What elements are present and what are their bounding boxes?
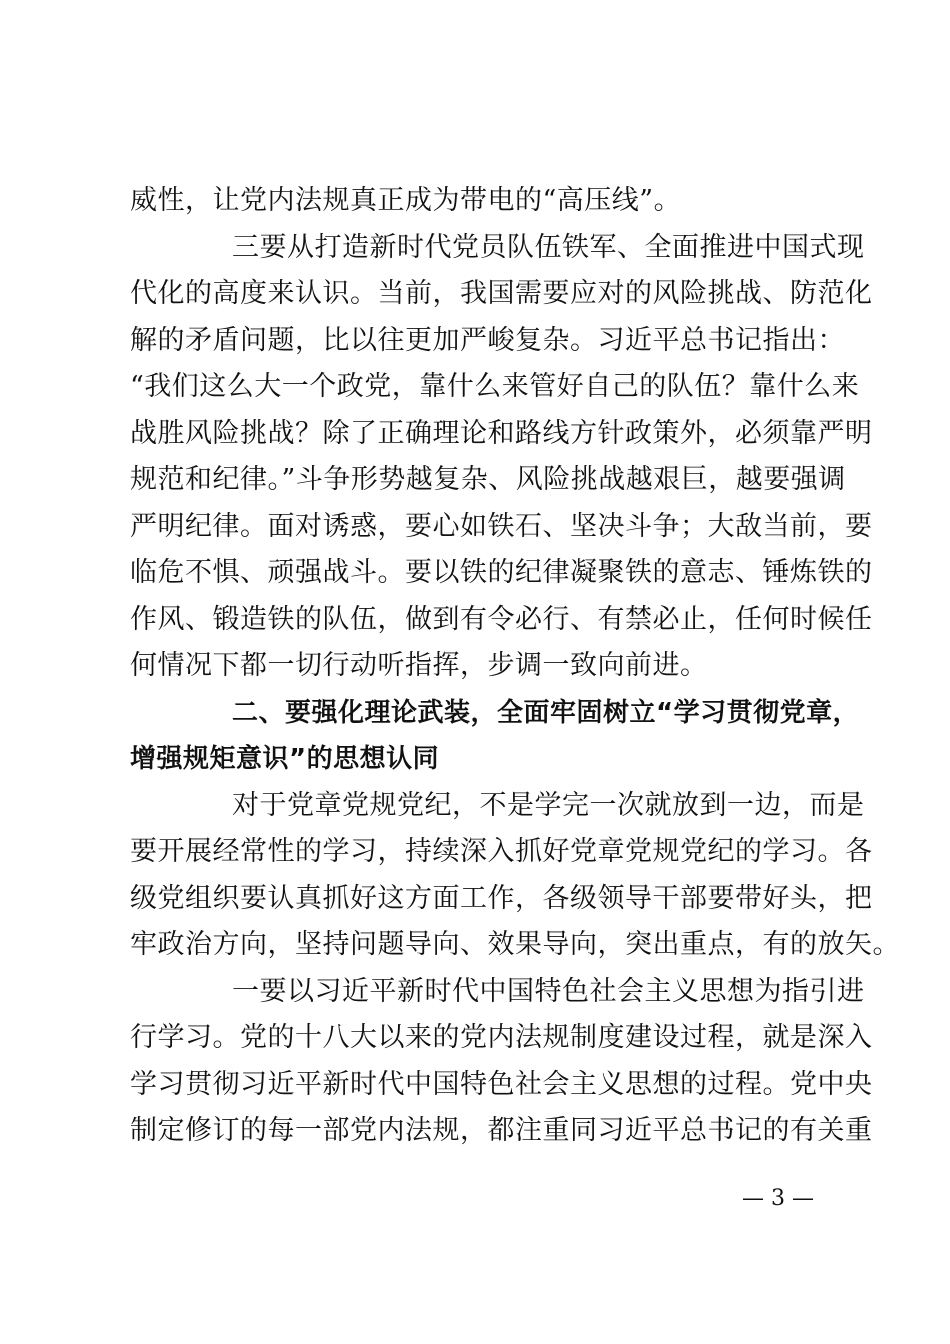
- text-line: 牢政治方向，坚持问题导向、效果导向，突出重点，有的放矢。: [130, 929, 900, 960]
- document-page: [130, 178, 900, 1155]
- text-line: 一要以习近平新时代中国特色社会主义思想为指引进: [232, 975, 865, 1007]
- paragraph-1: [130, 178, 830, 225]
- text-line: 作风、锻造铁的队伍，做到有令必行、有禁必止，任何时候任: [130, 603, 873, 635]
- paragraph-3: [130, 783, 900, 969]
- text-line: 要开展经常性的学习，持续深入抓好党章党规党纪的学习。各: [130, 836, 873, 867]
- text-line: 代化的高度来认识。当前，我国需要应对的风险挑战、防范化: [130, 278, 873, 309]
- heading-line: 增强规矩意识”的思想认同: [130, 744, 440, 774]
- text-line: 战胜风险挑战？除了正确理论和路线方针政策外，必须靠严明: [130, 417, 873, 449]
- text-line: 规范和纪律。”斗争形势越复杂、风险挑战越艰巨，越要强调: [130, 464, 846, 495]
- text-line: 学习贯彻习近平新时代中国特色社会主义思想的过程。党中央: [130, 1068, 873, 1100]
- heading-line: 二、要强化理论武装，全面牢固树立“学习贯彻党章，: [232, 697, 860, 728]
- text-line: 三要从打造新时代党员队伍铁军、全面推进中国式现: [232, 231, 865, 263]
- text-line: 威性，让党内法规真正成为带电的“高压线”。: [130, 185, 682, 216]
- text-line: “我们这么大一个政党，靠什么来管好自己的队伍？靠什么来: [130, 371, 860, 402]
- text-line: 解的矛盾问题，比以往更加严峻复杂。习近平总书记指出：: [130, 324, 845, 356]
- paragraph-2: [130, 225, 873, 690]
- text-line: 行学习。党的十八大以来的党内法规制度建设过程，就是深入: [130, 1022, 873, 1053]
- text-line: 级党组织要认真抓好这方面工作，各级领导干部要带好头，把: [130, 882, 873, 914]
- text-line: 对于党章党规党纪，不是学完一次就放到一边，而是: [232, 789, 865, 821]
- text-line: 制定修订的每一部党内法规，都注重同习近平总书记的有关重: [130, 1115, 873, 1146]
- page-number: — 3 —: [742, 1186, 814, 1211]
- text-line: 临危不惧、顽强战斗。要以铁的纪律凝聚铁的意志、锤炼铁的: [130, 557, 873, 588]
- section-heading: [130, 690, 860, 783]
- text-line: 何情况下都一切行动听指挥，步调一致向前进。: [130, 650, 708, 681]
- paragraph-4: [130, 969, 873, 1155]
- text-line: 严明纪律。面对诱惑，要心如铁石、坚决斗争；大敌当前，要: [130, 510, 873, 542]
